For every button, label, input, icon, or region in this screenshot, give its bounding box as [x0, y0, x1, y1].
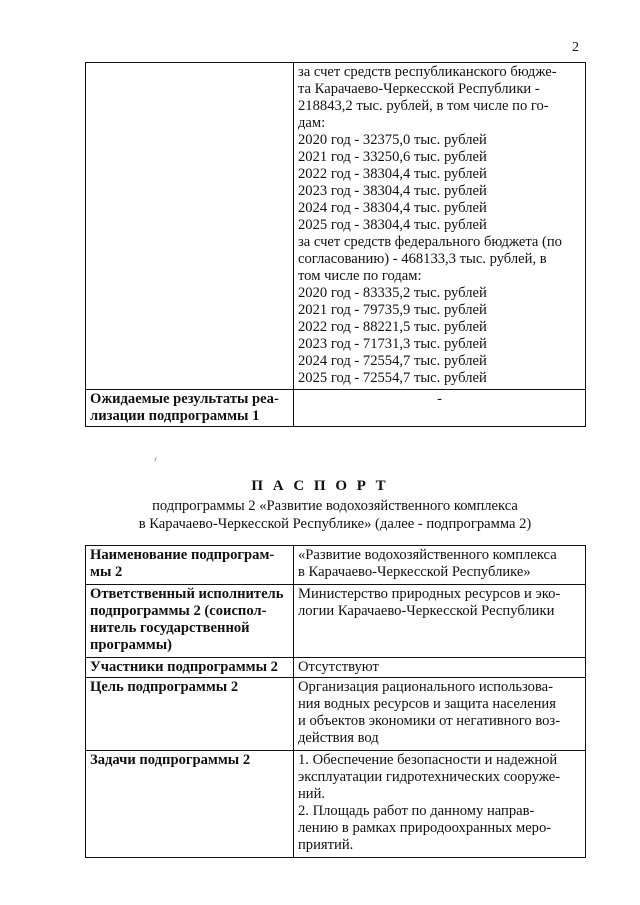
funding-line: 2025 год - 38304,4 тыс. рублей — [298, 217, 487, 233]
funding-line: 2025 год - 72554,7 тыс. рублей — [298, 370, 487, 386]
expected-results-value: - — [294, 390, 586, 427]
funding-line: согласованию) - 468133,3 тыс. рублей, в — [298, 251, 547, 267]
funding-line: за счет средств федерального бюджета (по — [298, 234, 562, 250]
funding-line: 2023 год - 71731,3 тыс. рублей — [298, 336, 487, 352]
scan-mark — [154, 457, 159, 462]
table-row — [86, 585, 586, 658]
value-line: «Развитие водохозяйственного комплекса — [298, 547, 557, 563]
passport-subtitle — [100, 497, 570, 533]
label-line: мы 2 — [90, 564, 123, 580]
funding-line: 218843,2 тыс. рублей, в том числе по го- — [298, 98, 549, 114]
funding-details-cell — [294, 63, 586, 390]
label-line: лизации подпрограммы 1 — [90, 408, 260, 424]
value-line: лению в рамках природоохранных меро- — [298, 820, 552, 836]
value-line: и объектов экономики от негативного воз- — [298, 713, 561, 729]
participants-label — [86, 658, 294, 678]
label-line: подпрограммы 2 (соиспол- — [90, 603, 267, 619]
label-line: Задачи подпрограммы 2 — [90, 752, 251, 768]
table-row — [86, 658, 586, 678]
label-line: Цель подпрограммы 2 — [90, 679, 239, 695]
subtitle-line: подпрограммы 2 «Развитие водохозяйственного комплекса — [152, 498, 518, 514]
table-row — [86, 63, 586, 390]
funding-line: дам: — [298, 115, 326, 131]
expected-results-label — [86, 390, 294, 427]
subtitle-line: в Карачаево-Черкесской Республике» (далее - подпрограмма 2) — [138, 516, 532, 532]
value-line: эксплуатации гидротехнических сооруже- — [298, 769, 561, 785]
label-line: Ответственный исполнитель — [90, 586, 284, 602]
funding-line: 2022 год - 38304,4 тыс. рублей — [298, 166, 487, 182]
funding-line: 2022 год - 88221,5 тыс. рублей — [298, 319, 487, 335]
label-line: Наименование подпрограм- — [90, 547, 275, 563]
value-line: логии Карачаево-Черкесской Республики — [298, 603, 555, 619]
funding-table — [85, 62, 586, 427]
passport-title: П А С П О Р Т — [251, 478, 389, 494]
funding-line: та Карачаево-Черкесской Республики - — [298, 81, 540, 97]
subprogram-name-label — [86, 546, 294, 585]
funding-line: 2021 год - 33250,6 тыс. рублей — [298, 149, 487, 165]
funding-line: за счет средств республиканского бюдже- — [298, 64, 557, 80]
value-line: Отсутствуют — [298, 659, 379, 675]
value-line: Организация рационального использова- — [298, 679, 554, 695]
funding-line: том числе по годам: — [298, 268, 422, 284]
funding-line: 2023 год - 38304,4 тыс. рублей — [298, 183, 487, 199]
label-line: программы) — [90, 637, 172, 653]
value-line: ний. — [298, 786, 326, 802]
value-line: Министерство природных ресурсов и эко- — [298, 586, 561, 602]
funding-line: 2021 год - 79735,9 тыс. рублей — [298, 302, 487, 318]
funding-line: 2024 год - 72554,7 тыс. рублей — [298, 353, 487, 369]
table-row — [86, 546, 586, 585]
value-line: ния водных ресурсов и защита населения — [298, 696, 556, 712]
value-line: 1. Обеспечение безопасности и надежной — [298, 752, 558, 768]
tasks-label — [86, 751, 294, 858]
value-line: приятий. — [298, 837, 354, 853]
responsible-executor-label — [86, 585, 294, 658]
table-row — [86, 678, 586, 751]
label-line: нитель государственной — [90, 620, 250, 636]
table-row — [86, 751, 586, 858]
label-line: Участники подпрограммы 2 — [90, 659, 278, 675]
funding-line: 2020 год - 32375,0 тыс. рублей — [298, 132, 487, 148]
funding-line: 2020 год - 83335,2 тыс. рублей — [298, 285, 487, 301]
value-line: действия вод — [298, 730, 379, 746]
table-row — [86, 390, 586, 427]
tasks-value — [294, 751, 586, 858]
label-line: Ожидаемые результаты реа- — [90, 391, 279, 407]
goal-value — [294, 678, 586, 751]
value-line: 2. Площадь работ по данному направ- — [298, 803, 535, 819]
passport-table — [85, 545, 586, 858]
page-number: 2 — [572, 40, 579, 55]
value-line: в Карачаево-Черкесской Республике» — [298, 564, 531, 580]
responsible-executor-value — [294, 585, 586, 658]
participants-value — [294, 658, 586, 678]
empty-label-cell — [86, 63, 294, 390]
subprogram-name-value — [294, 546, 586, 585]
funding-line: 2024 год - 38304,4 тыс. рублей — [298, 200, 487, 216]
goal-label — [86, 678, 294, 751]
